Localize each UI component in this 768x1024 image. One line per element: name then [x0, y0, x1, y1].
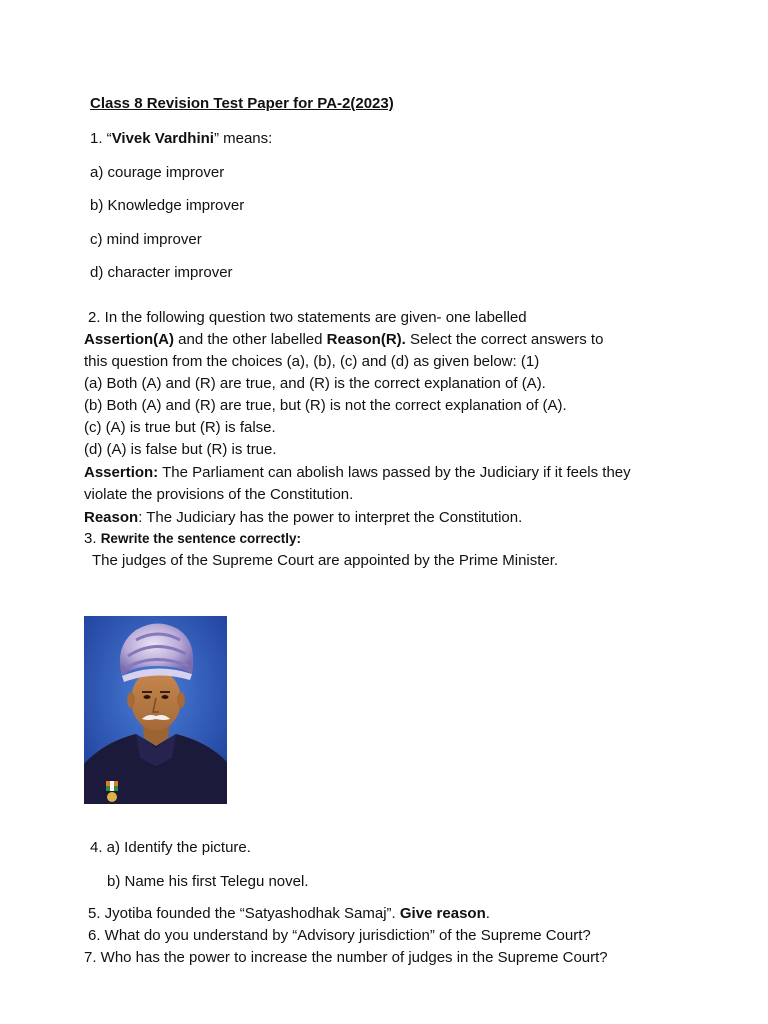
q2-choice-b: (b) Both (A) and (R) are true, but (R) is not the correct explanation of (A).	[84, 397, 567, 414]
q2-assertion-prefix: Assertion:	[84, 464, 159, 481]
q1-option-b: b) Knowledge improver	[90, 197, 245, 214]
q2-assertion-text: The Parliament can abolish laws passed by the Judiciary if it feels they	[158, 464, 631, 481]
q1-option-d: d) character improver	[90, 264, 233, 281]
question-5	[88, 904, 490, 924]
question-1	[90, 129, 272, 149]
q3-instruction: Rewrite the sentence correctly:	[100, 531, 302, 546]
q5-bold: Give reason	[399, 905, 486, 922]
q2-assertion	[84, 463, 631, 483]
q5-text: 5. Jyotiba founded the “Satyashodhak Samaj”.	[88, 905, 400, 922]
q2-reason-text: : The Judiciary has the power to interpret the Constitution.	[138, 509, 523, 526]
q2-reason	[84, 508, 522, 528]
q2-line2	[84, 330, 603, 350]
q4-part-b: b) Name his first Telegu novel.	[107, 873, 309, 890]
paper-title: Class 8 Revision Test Paper for PA-2(2023)	[90, 95, 394, 112]
question-7: 7. Who has the power to increase the number of judges in the Supreme Court?	[84, 949, 608, 966]
q2-line3: this question from the choices (a), (b), (c) and (d) as given below: (1)	[84, 353, 540, 370]
q2-reason-prefix: Reason	[84, 509, 139, 526]
portrait-image	[84, 616, 227, 804]
q1-suffix: ” means:	[213, 130, 273, 147]
question-3	[84, 529, 301, 549]
q4-part-a: 4. a) Identify the picture.	[90, 839, 251, 856]
q2-line2-tail: Select the correct answers to	[405, 331, 604, 348]
q2-assertion-label: Assertion(A)	[84, 331, 175, 348]
q2-reason-label: Reason(R).	[326, 331, 406, 348]
q2-choice-a: (a) Both (A) and (R) are true, and (R) is the correct explanation of (A).	[84, 375, 546, 392]
q2-mid: and the other labelled	[174, 331, 327, 348]
q1-option-a: a) courage improver	[90, 164, 225, 181]
q2-choice-d: (d) (A) is false but (R) is true.	[84, 441, 277, 458]
q1-option-c: c) mind improver	[90, 231, 202, 248]
q2-choice-c: (c) (A) is true but (R) is false.	[84, 419, 276, 436]
q5-end: .	[485, 905, 490, 922]
q2-assertion-cont: violate the provisions of the Constitution.	[84, 486, 354, 503]
q3-sentence: The judges of the Supreme Court are appointed by the Prime Minister.	[92, 552, 559, 569]
q3-number: 3.	[84, 530, 101, 547]
q1-prefix: 1. “	[90, 130, 112, 147]
question-6: 6. What do you understand by “Advisory jurisdiction” of the Supreme Court?	[88, 927, 591, 944]
q1-term: Vivek Vardhini	[111, 130, 214, 147]
q2-line1: 2. In the following question two statements are given- one labelled	[88, 309, 527, 326]
portrait-illustration	[84, 616, 227, 804]
